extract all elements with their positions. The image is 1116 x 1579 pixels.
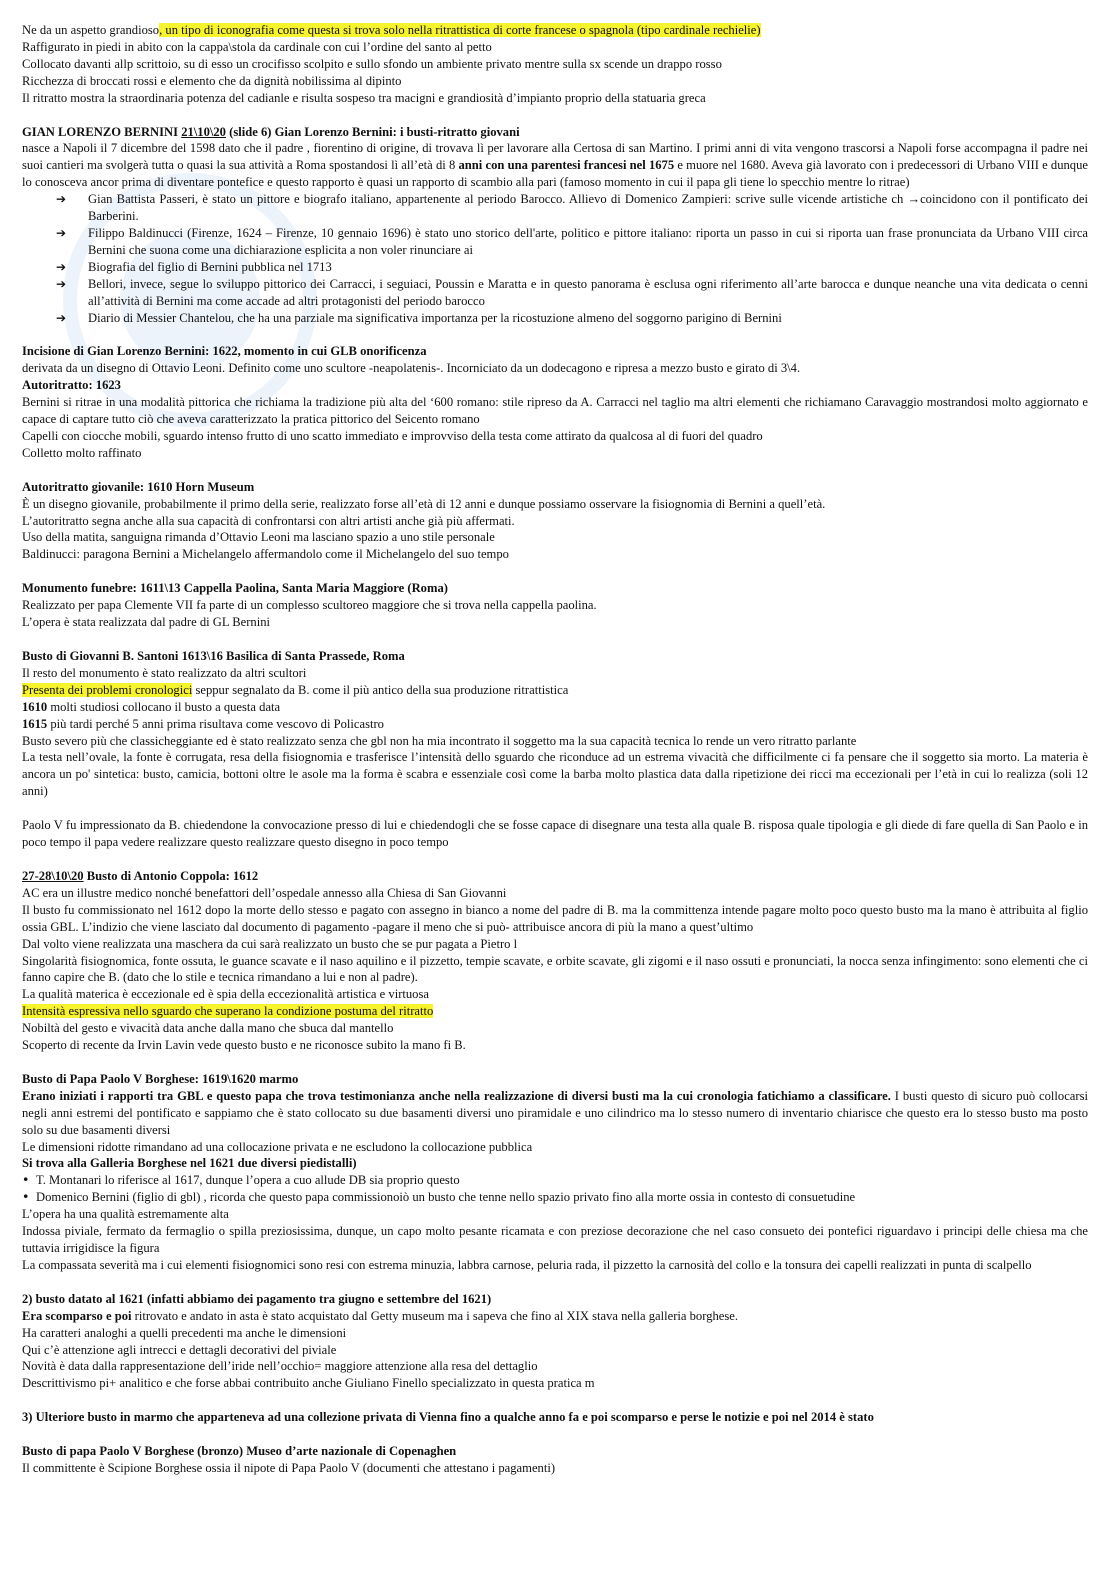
list-item: ➔ Bellori, invece, segue lo sviluppo pittorico dei Carracci, i seguiaci, Poussin e Maratta e in questo panorama è esclusa ogni riferimento all’arte barocca e dunque neanche una vita dedicata o cenni all’attività di Bernini ma come accade ad altri protagonisti del periodo barocco — [56, 276, 1088, 310]
paragraph: Singolarità fisiognomica, fonte ossuta, le guance scavate e il naso aquilino e il pizzetto, tempie scavate, e orbite scavate, gli zigomi e il naso ossuti e pronunciati, la nocca senza infingimento: sono elementi che ci fanno capire che B. (dato che lo stile e tecnica rimandano a lui e non al padre). — [22, 953, 1088, 985]
highlighted-text: , un tipo di iconografia come questa si trova solo nella ritrattistica di corte francese o spagnola (tipo cardinale rechielie) — [159, 23, 761, 37]
paragraph — [22, 1003, 1088, 1020]
intro-line-4: Ricchezza di broccati rossi e elemento che da dignità nobilissima al dipinto — [22, 73, 402, 88]
paragraph: 1615 più tardi perché 5 anni prima risultava come vescovo di Policastro — [22, 716, 384, 731]
list-item: ➔ Biografia del figlio di Bernini pubblica nel 1713 — [56, 259, 1088, 276]
paragraph: Paolo V fu impressionato da B. chiedendone la convocazione presso di lui e chiedendogli che se fosse capace di disegnare una testa alla quale B. risposa quale tipologia e gli diede di fare quella di San Paolo e in poco tempo il papa vedere realizzare questo realizzare questo disegno in poco tempo — [22, 818, 1088, 850]
section-heading-autoritratto-giovanile: Autoritratto giovanile: 1610 Horn Museum — [22, 479, 255, 494]
paragraph: La compassata severità ma i cui elementi fisiognomici sono resi con estrema minuzia, labbra carnose, peluria rada, il pizzetto la carnosità del collo e la tonsura dei capelli realizzati in punta di scalpello — [22, 1257, 1032, 1272]
paragraph: È un disegno giovanile, probabilmente il primo della serie, realizzato forse all’età di 12 anni e dunque possiamo osservare la fisiognomia di Bernini a quell’età. — [22, 496, 826, 511]
paragraph: Le dimensioni ridotte rimandano ad una collocazione privata e ne escludono la collocazione pubblica — [22, 1139, 533, 1154]
paragraph: derivata da un disegno di Ottavio Leoni. Definito come uno scultore -neapolatenis-. Incorniciato da un dodecagono e ripresa a mezzo busto e girato di 3\4. — [22, 361, 801, 376]
paragraph: Novità è data dalla rappresentazione dell’iride nell’occhio= maggiore attenzione alla resa del dettaglio — [22, 1359, 538, 1374]
paragraph: L’opera ha una qualità estremamente alta — [22, 1207, 229, 1222]
intro-line-5: Il ritratto mostra la straordinaria potenza del cadianle e risulta sospeso tra macigni e grandiosità d’impianto proprio della statuaria greca — [22, 90, 706, 105]
document-page — [22, 22, 1088, 1477]
paragraph: Dal volto viene realizzata una maschera da cui sarà realizzato un busto che se pur pagata a Pietro l — [22, 936, 518, 951]
paragraph: La testa nell’ovale, la fonte è corrugata, resa della fisiognomia e trasferisce l’intensità dello sguardo che riconduce ad un estrema vivacità che difficilmente ci fa pensare che il soggetto sia morto. La materia è ancora un po' sintetica: busto, camicia, bottoni oltre le asole ma la forma è scabra e essenziale così come la barba molto plastica data dalla ripetizione dei ricci ma eccezionali per l’età in cui lo realizza (soli 12 anni) — [22, 750, 1088, 799]
intro-line-1: Ne da un aspetto grandioso, un tipo di iconografia come questa si trova solo nella ritrattistica di corte francese o spagnola (tipo cardinale rechielie) — [22, 23, 761, 37]
paragraph: Baldinucci: paragona Bernini a Michelangelo affermandolo come il Michelangelo del suo tempo — [22, 547, 509, 562]
paragraph: Busto severo più che classicheggiante ed è stato realizzato senza che gbl non ha mia incontrato il soggetto ma la sua capacità tecnica lo rende un vero ritratto parlante — [22, 733, 857, 748]
paragraph: Presenta dei problemi cronologici seppur segnalato da B. come il più antico della sua produzione ritrattistica — [22, 682, 569, 697]
paragraph: AC era un illustre medico nonché benefattori dell’ospedale annesso alla Chiesa di San Giovanni — [22, 885, 507, 900]
section-heading-santoni: Busto di Giovanni B. Santoni 1613\16 Basilica di Santa Prassede, Roma — [22, 649, 405, 663]
list-item: • T. Montanari lo riferisce al 1617, dunque l’opera a cuo allude DB sia proprio questo — [22, 1172, 1088, 1189]
bullet-list — [22, 1172, 1088, 1206]
paragraph: Il busto fu commissionato nel 1612 dopo la morte dello stesso e pagato con assegno in bianco a nome del padre di B. ma la committenza intende pagare molto poco questo busto ma la mano è attribuita al figlio ossia GBL. L’indizio che viene lasciato dal documento di pagamento -pagare il meno che si può- attribuisce ancora di più la mano a quest’ultimo — [22, 902, 1088, 934]
paragraph-bernini-bio: nasce a Napoli il 7 dicembre del 1598 dato che il padre , fiorentino di origine, di trovava lì per lavorare alla Certosa di san Martino. I primi anni di vita vengono trascorsi a Napoli forse accompagna il padre nei suoi cantieri ma svolgerà tutta o quasi la sua attività a Roma spostandosi lì all’età di 8 anni con una parentesi francesi nel 1675 e muore nel 1680. Aveva già lavorato con i predecessori di Urbano VIII e dunque lo conosceva ancor prima di diventare pontefice e questo rapporto è quasi un rapporto di scambio alla pari (famoso momento in cui il papa gli tiene lo specchio mentre lo ritrae) — [22, 141, 1088, 190]
paragraph: L’opera è stata realizzata dal padre di GL Bernini — [22, 615, 271, 630]
paragraph: Erano iniziati i rapporti tra GBL e questo papa che trova testimonianza anche nella realizzazione di diversi busti ma la cui cronologia fatichiamo a classificare. I busti questo di sicuro può collocarsi negli anni estremi del pontificato e sappiamo che è stato collocato su due basamenti diversi uno piramidale e uno cilindrico ma lo stesso numero di inventario chiarisce che questo era lo stesso busto ma posto solo su due basamenti diversi — [22, 1088, 1088, 1137]
section-heading-monumento: Monumento funebre: 1611\13 Cappella Paolina, Santa Maria Maggiore (Roma) — [22, 581, 448, 596]
section-heading-incisione: Incisione di Gian Lorenzo Bernini: 1622, momento in cui GLB onorificenza — [22, 344, 427, 359]
paragraph: Nobiltà del gesto e vivacità data anche dalla mano che sbuca dal mantello — [22, 1021, 394, 1036]
paragraph: Il committente è Scipione Borghese ossia il nipote di Papa Paolo V (documenti che attestano i pagamenti) — [22, 1461, 556, 1476]
sources-list — [22, 191, 1088, 326]
highlighted-text: Intensità espressiva nello sguardo che superano la condizione postuma del ritratto — [22, 1004, 434, 1019]
list-item: • Domenico Bernini (figlio di gbl) , ricorda che questo papa commissionoiò un busto che tenne nello spazio privato fino alla morte ossia in contesto di consuetudine — [22, 1189, 1088, 1206]
list-item: ➔ Filippo Baldinucci (Firenze, 1624 – Firenze, 10 gennaio 1696) è stato uno storico dell'arte, politico e pittore italiano: riporta un passo in cui si riporta uan frase pronunciata da Urbano VIII circa Bernini che suona come una dichiarazione esplicita a non voler rinunciare ai — [56, 225, 1088, 259]
section-heading-busto-1621: 2) busto datato al 1621 (infatti abbiamo dei pagamento tra giugno e settembre del 1621) — [22, 1291, 492, 1306]
paragraph: Realizzato per papa Clemente VII fa parte di un complesso scultoreo maggiore che si trova nella cappella paolina. — [22, 598, 597, 613]
list-item: ➔ Gian Battista Passeri, è stato un pittore e biografo italiano, appartenente al periodo Barocco. Allievo di Domenico Zampieri: scrive sulle vicende artistiche ch →coincidono con il pontificato dei Barberini. — [56, 191, 1088, 225]
paragraph: 1610 molti studiosi collocano il busto a questa data — [22, 699, 281, 714]
paragraph: Uso della matita, sanguigna rimanda d’Ottavio Leoni ma lasciano spazio a uno stile personale — [22, 530, 495, 545]
paragraph: Capelli con ciocche mobili, sguardo intenso frutto di uno scatto immediato e improvviso della testa come attirato da qualcosa al di fuori del quadro — [22, 428, 763, 443]
paragraph-bold: Si trova alla Galleria Borghese nel 1621 due diversi piedistalli) — [22, 1156, 357, 1171]
paragraph: Il resto del monumento è stato realizzato da altri scultori — [22, 665, 307, 680]
paragraph: Indossa piviale, fermato da fermaglio o spilla preziosissima, dunque, un capo molto pesante ricamata e con preziose decorazione che nel caso consueto dei pontefici riguardavo i principi delle chiesa ma che tuttavia irrigidisce la figura — [22, 1224, 1088, 1255]
paragraph: Colletto molto raffinato — [22, 445, 142, 460]
paragraph: Era scomparso e poi ritrovato e andato in asta è stato acquistato dal Getty museum ma i sapeva che fino al XIX stava nella galleria borghese. — [22, 1308, 739, 1323]
section-heading-paolo-v: Busto di Papa Paolo V Borghese: 1619\1620 marmo — [22, 1071, 299, 1086]
paragraph: Ha caratteri analoghi a quelli precedenti ma anche le dimensioni — [22, 1325, 347, 1340]
section-heading-busto-vienna: 3) Ulteriore busto in marmo che apparteneva ad una collezione privata di Vienna fino a qualche anno fa e poi scomparso e perse le notizie e poi nel 2014 è stato — [22, 1410, 874, 1425]
highlighted-text: Presenta dei problemi cronologici — [22, 682, 193, 697]
intro-line-2: Raffigurato in piedi in abito con la cappa\stola da cardinale con cui l’ordine del santo al petto — [22, 39, 492, 54]
section-heading-bernini: GIAN LORENZO BERNINI 21\10\20 (slide 6) Gian Lorenzo Bernini: i busti-ritratto giovani — [22, 124, 520, 139]
intro-line-3: Collocato davanti allp scrittoio, su di esso un crocifisso scolpito e sullo sfondo un ambiente privato mentre sulla sx scende un drappo rosso — [22, 56, 722, 71]
paragraph: Scoperto di recente da Irvin Lavin vede questo busto e ne riconosce subito la mano fi B. — [22, 1038, 466, 1053]
paragraph: Bernini si ritrae in una modalità pittorica che richiama la tradizione più alta del ‘600 romano: stile ripreso da A. Carracci nel taglio ma altri elementi che richiamano Caravaggio mostrandosi molto aggiornato e capace di captare tutto ciò che aveva caratterizzato la pratica pittorico del Seicento romano — [22, 395, 1088, 427]
section-heading-busto-bronzo: Busto di papa Paolo V Borghese (bronzo) Museo d’arte nazionale di Copenaghen — [22, 1444, 457, 1459]
paragraph: La qualità materica è eccezionale ed è spia della eccezionalità artistica e virtuosa — [22, 987, 429, 1002]
paragraph: L’autoritratto segna anche alla sua capacità di confrontarsi con altri artisti anche già più affermati. — [22, 513, 515, 528]
section-heading-coppola: 27-28\10\20 Busto di Antonio Coppola: 1612 — [22, 868, 259, 883]
list-item: ➔ Diario di Messier Chantelou, che ha una parziale ma significativa importanza per la ricostuzione almeno del soggorno parigino di Bernini — [56, 310, 1088, 327]
section-heading-autoritratto: Autoritratto: 1623 — [22, 378, 121, 393]
paragraph: Descrittivismo pi+ analitico e che forse abbai contribuito anche Giuliano Finello specializzato in questa pratica m — [22, 1376, 595, 1391]
paragraph: Qui c’è attenzione agli intrecci e dettagli decorativi del piviale — [22, 1342, 337, 1357]
